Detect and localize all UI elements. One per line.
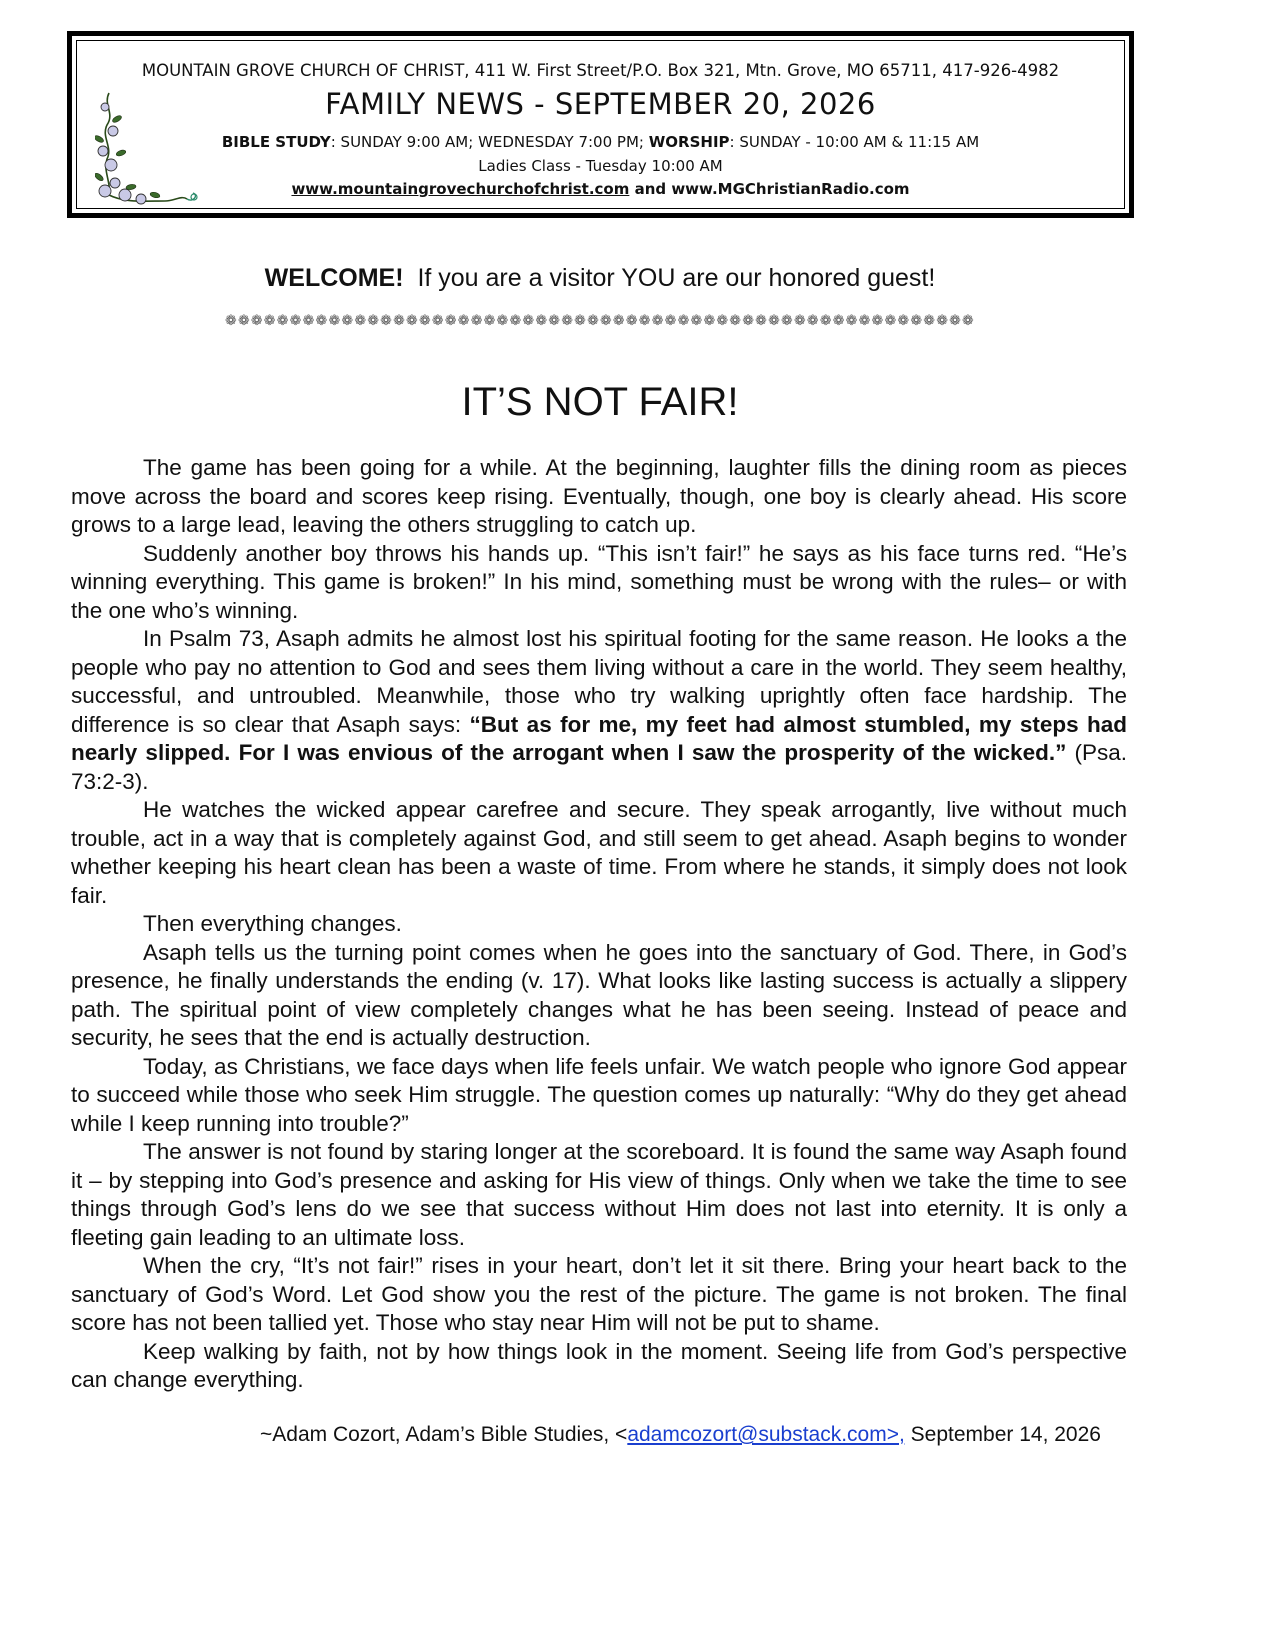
signature-date: September 14, 2026 xyxy=(904,1423,1101,1446)
bible-study-times: : SUNDAY 9:00 AM; WEDNESDAY 7:00 PM; xyxy=(330,133,649,151)
worship-times: : SUNDAY - 10:00 AM & 11:15 AM xyxy=(729,133,980,151)
radio-website-link[interactable]: www.MGChristianRadio.com xyxy=(671,180,910,198)
header-inner-border xyxy=(76,40,1125,209)
service-schedule xyxy=(77,133,1124,151)
author-email-link[interactable]: adamcozort@substack.com>, xyxy=(627,1423,905,1446)
article-paragraph: The answer is not found by staring longer at the scoreboard. It is found the same way Asaph found it – by stepping into God’s presence and asking for His view of things. Only when we take the time to see things through God’s lens do we see that success without Him does not last into eternity. It is only a fleeting gain leading to an ultimate loss. xyxy=(71,1139,1127,1250)
website-links xyxy=(77,180,1124,198)
article-paragraph xyxy=(71,625,1127,796)
newsletter-header xyxy=(67,31,1134,218)
ladies-class-schedule: Ladies Class - Tuesday 10:00 AM xyxy=(478,157,723,175)
article-paragraph: Then everything changes. xyxy=(143,911,402,936)
welcome-text: If you are a visitor YOU are our honored guest! xyxy=(403,264,936,292)
article-body xyxy=(71,454,1127,1395)
church-website-link[interactable]: www.mountaingrovechurchofchrist.com xyxy=(291,180,630,198)
article-paragraph: He watches the wicked appear carefree and secure. They speak arrogantly, live without much trouble, act in a way that is completely against God, and still seem to get ahead. Asaph begins to wonder whether keeping his heart clean has been a waste of time. From where he stands, it simply does not look fair. xyxy=(71,797,1127,908)
article-paragraph: Keep walking by faith, not by how things look in the moment. Seeing life from God’s perspective can change everything. xyxy=(71,1338,1127,1392)
bible-study-label: BIBLE STUDY xyxy=(221,133,331,151)
scripture-reference: (Psa. 73:2-3). xyxy=(71,740,1127,794)
article-paragraph: When the cry, “It’s not fair!” rises in your heart, don’t let it sit there. Bring your heart back to the sanctuary of God’s Word. Let God show you the rest of the picture. The game is not broken. The final score has not been tallied yet. Those who stay near Him will not be put to shame. xyxy=(71,1253,1127,1335)
article-title: IT’S NOT FAIR! xyxy=(461,380,739,424)
author-signature xyxy=(260,1423,1130,1447)
links-joiner: and xyxy=(629,180,672,198)
paragraph-text: In Psalm 73, Asaph admits he almost lost his spiritual footing for the same reason. He looks a the people who pay no attention to God and sees them living without a care in the world. They seem healthy, successful, and untroubled. Meanwhile, those who try walking uprightly often face hardship. The difference is so clear that Asaph says: xyxy=(71,626,1127,737)
scripture-quote: “But as for me, my feet had almost stumbled, my steps had nearly slipped. For I was envious of the arrogant when I saw the prosperity of the wicked.” xyxy=(71,711,1128,765)
worship-label: WORSHIP xyxy=(648,133,730,151)
article-paragraph: Asaph tells us the turning point comes when he goes into the sanctuary of God. There, in God’s presence, he finally understands the ending (v. 17). What looks like lasting success is actually a slippery path. The spiritual point of view completely changes what he has been seeing. Instead of peace and security, he sees that the end is actually destruction. xyxy=(71,939,1127,1050)
welcome-message xyxy=(0,264,1200,293)
signature-prefix: ~Adam Cozort, Adam’s Bible Studies, < xyxy=(260,1423,628,1446)
article-paragraph: Suddenly another boy throws his hands up. “This isn’t fair!” he says as his face turns red. “He’s winning everything. This game is broken!” In his mind, something must be wrong with the rules– or with the one who’s winning. xyxy=(71,540,1127,623)
article-paragraph: The game has been going for a while. At the beginning, laughter fills the dining room as pieces move across the board and scores keep rising. Eventually, though, one boy is clearly ahead. His score grows to a large lead, leaving the others struggling to catch up. xyxy=(71,455,1127,537)
flower-divider: ❁❁❁❁❁❁❁❁❁❁❁❁❁❁❁❁❁❁❁❁❁❁❁❁❁❁❁❁❁❁❁❁❁❁❁❁❁❁❁❁❁❁❁❁❁❁❁❁❁❁❁❁❁❁❁❁❁❁ xyxy=(225,312,975,328)
article-paragraph: Today, as Christians, we face days when life feels unfair. We watch people who ignore God appear to succeed while those who seek Him struggle. The question comes up naturally: “Why do they get ahead while I keep running into trouble?” xyxy=(71,1053,1127,1136)
church-address: MOUNTAIN GROVE CHURCH OF CHRIST, 411 W. First Street/P.O. Box 321, Mtn. Grove, MO 65711, 417-926-4982 xyxy=(141,61,1060,80)
welcome-bold: WELCOME! xyxy=(264,264,404,292)
newsletter-title: FAMILY NEWS - SEPTEMBER 20, 2026 xyxy=(325,87,876,121)
